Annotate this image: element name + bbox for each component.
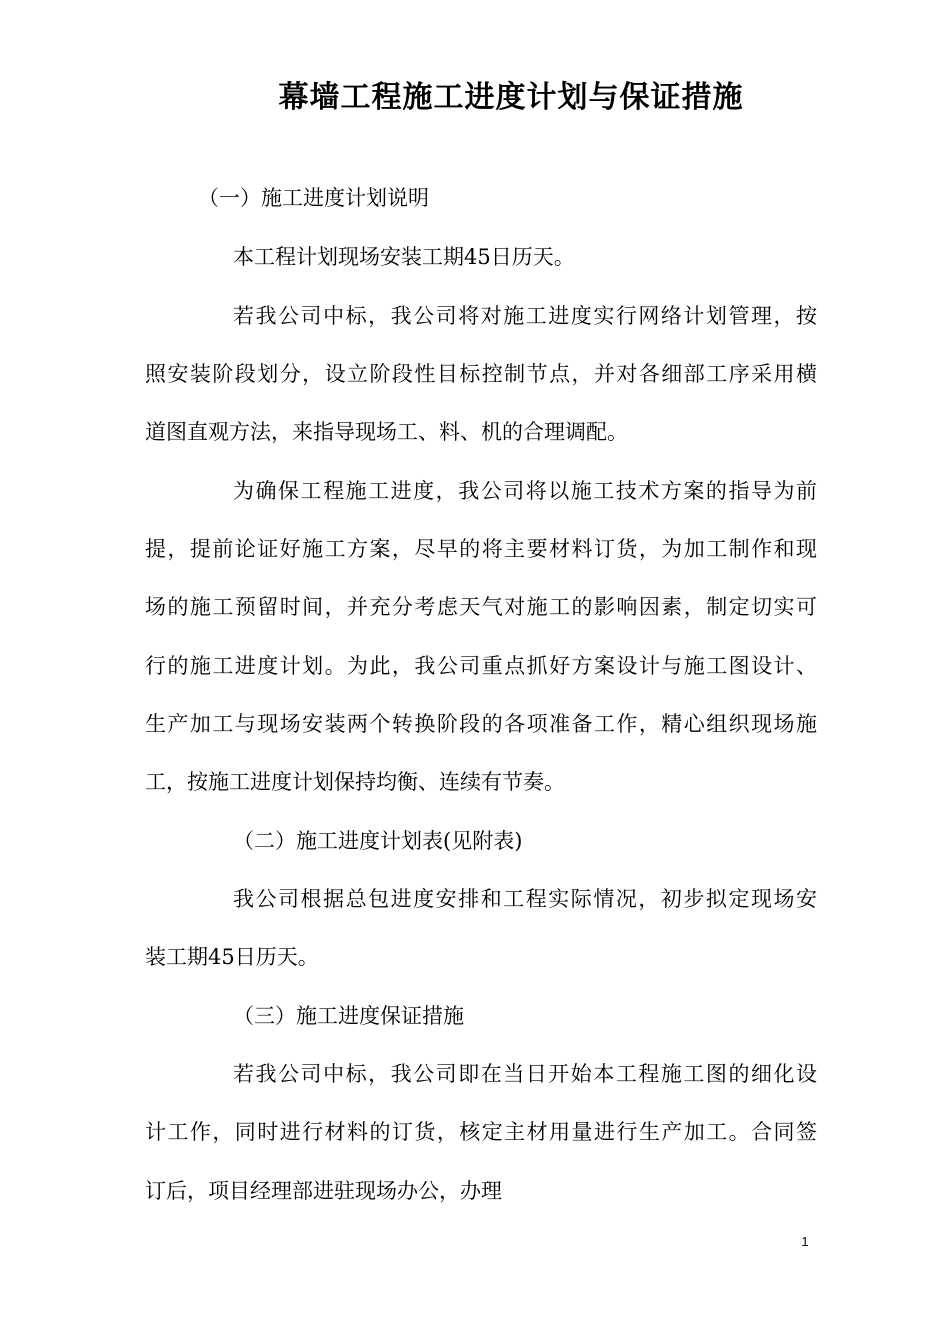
paragraph-line: 为确保工程施工进度，我公司将以施工技术方案的指导为前 [233,479,817,503]
paragraph-line: 装工期45日历天。 [145,945,319,969]
paragraph-line: 照安装阶段划分，设立阶段性目标控制节点，并对各细部工序采用横 [145,362,817,386]
paragraph-line: 提，提前论证好施工方案，尽早的将主要材料订货，为加工制作和现 [145,537,817,561]
paragraph-line: 若我公司中标，我公司将对施工进度实行网络计划管理，按 [233,304,817,328]
section-heading-1: （一）施工进度计划说明 [198,186,429,210]
paragraph-line: 计工作，同时进行材料的订货，核定主材用量进行生产加工。合同签 [145,1120,817,1144]
paragraph-line: 本工程计划现场安装工期45日历天。 [233,245,575,269]
paragraph-line: 生产加工与现场安装两个转换阶段的各项准备工作，精心组织现场施 [145,712,817,736]
section-heading-3: （三）施工进度保证措施 [233,1004,464,1028]
document-title: 幕墙工程施工进度计划与保证措施 [278,80,744,115]
paragraph-line: 订后，项目经理部进驻现场办公，办理 [145,1179,502,1203]
paragraph-line: 我公司根据总包进度安排和工程实际情况，初步拟定现场安 [233,887,817,911]
section-heading-2: （二）施工进度计划表(见附表) [233,829,523,853]
paragraph-line: 道图直观方法，来指导现场工、料、机的合理调配。 [145,420,628,444]
paragraph-line: 场的施工预留时间，并充分考虑天气对施工的影响因素，制定切实可 [145,595,817,619]
paragraph-line: 若我公司中标，我公司即在当日开始本工程施工图的细化设 [233,1062,817,1086]
paragraph-line: 行的施工进度计划。为此，我公司重点抓好方案设计与施工图设计、 [145,654,817,678]
paragraph-line: 工，按施工进度计划保持均衡、连续有节奏。 [145,770,565,794]
page-number: 1 [801,1234,809,1249]
